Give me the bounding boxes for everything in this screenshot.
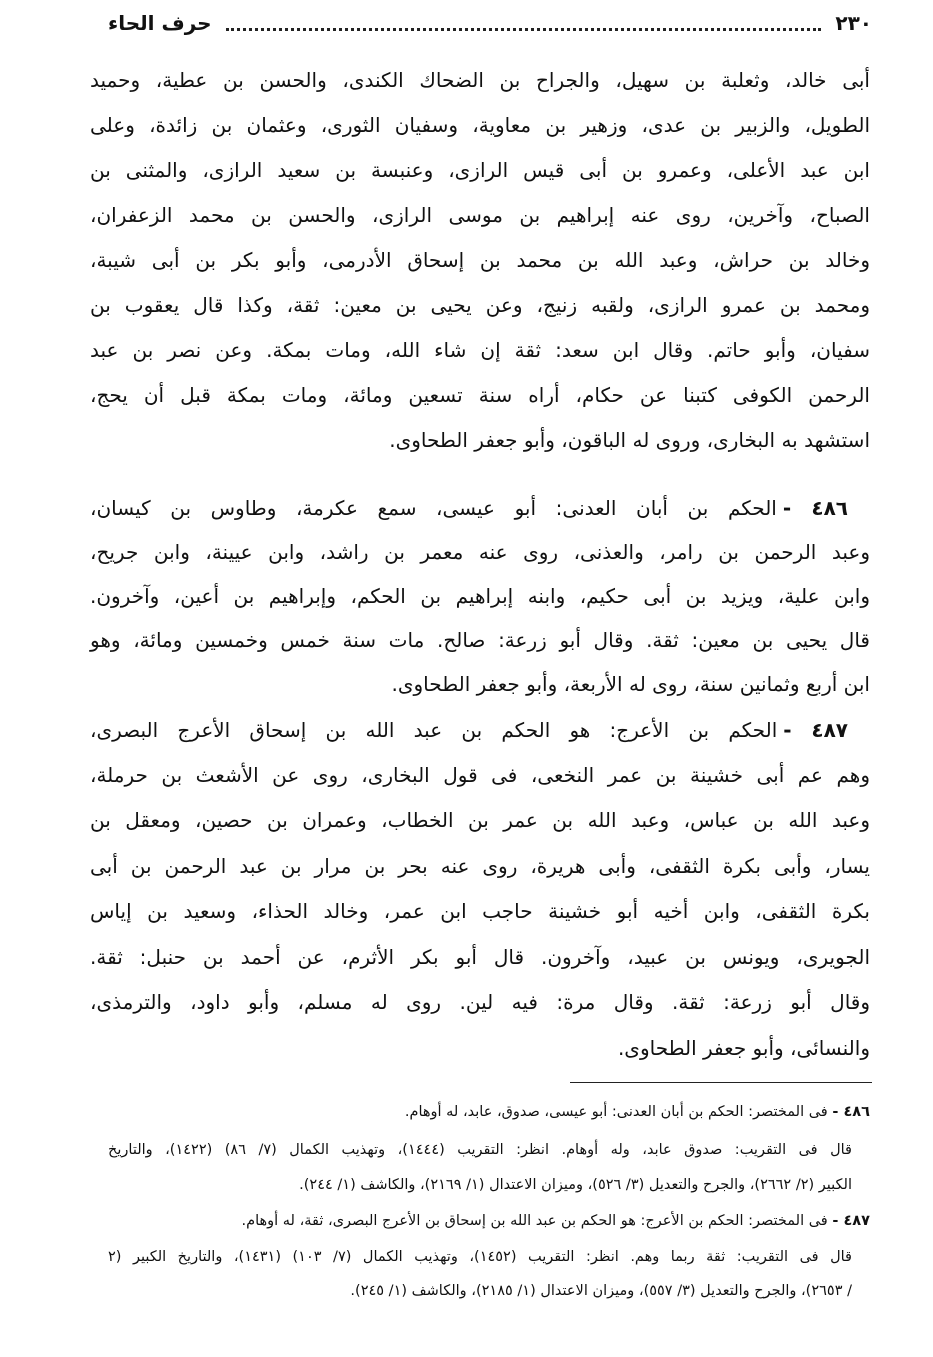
entry-number: ٤٨٦ - <box>782 496 848 520</box>
text-line: الحكم بن الأعرج: هو الحكم بن عبد الله بن إسحاق الأعرج البصرى، <box>90 718 778 742</box>
text-line: والنسائى، وأبو جعفر الطحاوى. <box>617 1036 870 1060</box>
text-line: وخالد بن حراش، وعبد الله بن محمد بن إسحاق الأدرمى، وأبو بكر بن أبى شيبة، <box>90 248 870 272</box>
text-line: الصباح، وآخرين، روى عنه إبراهيم بن موسى الرازى، والحسن بن محمد الزعفران، <box>90 203 870 227</box>
text-line: يسار، وأبى بكرة الثقفى، وأبى هريرة، روى عنه بحر بن مرار بن عبد الرحمن بن أبى <box>90 854 870 878</box>
footnote-line: قال فى التقريب: صدوق عابد، وله أوهام. انظر: التقريب (١٤٤٤)، وتهذيب الكمال (٧/ ٨٦) (١٤٢٢)، والتاريخ <box>108 1142 852 1158</box>
page-number: ٢٣٠ <box>835 11 872 35</box>
footnote-number: ٤٨٧ - <box>832 1213 870 1229</box>
running-header <box>108 8 872 38</box>
footnote-text: فى المختصر: الحكم بن أبان العدنى: أبو عيسى، صدوق، عابد، له أوهام. <box>404 1104 828 1120</box>
text-line: ومحمد بن عمرو الرازى، ولقبه زنيج، وعن يحيى بن معين: ثقة، وكذا قال يعقوب بن <box>90 293 870 317</box>
dotted-leader <box>226 28 822 31</box>
text-line: وهم عم أبى خشينة بن عمر النخعى، فى قول البخارى، روى عن الأشعث بن حرملة، <box>90 763 870 787</box>
footnote-line <box>108 1206 870 1236</box>
text-line: أبى خالد، وثعلبة بن سهيل، والجراح بن الضحاك الكندى، والحسن بن عطية، وحميد <box>90 68 870 92</box>
entry-first-line <box>90 708 870 752</box>
text-line: وقال أبو زرعة: ثقة. وقال مرة: فيه لين. روى له مسلم، وأبو داود، والترمذى، <box>90 990 870 1014</box>
entry-number: ٤٨٧ - <box>783 718 848 742</box>
text-line: الطويل، والزبير بن عدى، وزهير بن معاوية، وسفيان الثورى، وعثمان بن زائدة، وعلى <box>90 113 870 137</box>
text-line: وعبد الله بن عباس، وعبد الله بن عمر بن الخطاب، وعمران بن حصين، ومعقل بن <box>90 808 870 832</box>
footnote-line: الكبير (٢/ ٢٦٦٢)، والجرح والتعديل (٣/ ٥٢٦)، وميزان الاعتدال (١/ ٢١٦٩)، والكاشف (١/ ٢٤٤). <box>299 1177 852 1193</box>
footnote-line: / ٢٦٥٣)، والجرح والتعديل (٣/ ٥٥٧)، وميزان الاعتدال (١/ ٢١٨٥)، والكاشف (١/ ٢٤٥). <box>350 1283 852 1299</box>
footnote-separator <box>570 1082 872 1083</box>
text-line: وابن علية، ويزيد بن أبى حكيم، وابنه إبراهيم بن الحكم، وإبراهيم بن أعين، وآخرون. <box>90 584 870 608</box>
text-line: استشهد به البخارى، وروى له الباقون، وأبو جعفر الطحاوى. <box>389 428 870 452</box>
text-line: سفيان، وأبو حاتم. وقال ابن سعد: ثقة إن شاء الله، ومات بمكة. وعن نصر بن عبد <box>90 338 870 362</box>
chapter-title: حرف الحاء <box>108 11 212 35</box>
text-line: الرحمن الكوفى كتبنا عن حكام، أراه سنة تسعين ومائة، ومات بمكة قبل أن يحج، <box>90 383 870 407</box>
footnote-number: ٤٨٦ - <box>832 1104 870 1120</box>
text-line: ابن عبد الأعلى، وعمرو بن أبى قيس الرازى، وعنبسة بن سعيد الرازى، والمثنى بن <box>90 158 870 182</box>
footnote-text: فى المختصر: الحكم بن الأعرج: هو الحكم بن عبد الله بن إسحاق بن الأعرج البصرى، ثقة، له أوهام. <box>241 1213 828 1229</box>
text-line: الحكم بن أبان العدنى: أبو عيسى، سمع عكرمة، وطاوس بن كيسان، <box>90 496 777 520</box>
entry-first-line <box>90 486 870 530</box>
footnote-line: قال فى التقريب: ثقة ربما وهم. انظر: التقريب (١٤٥٢)، وتهذيب الكمال (٧/ ١٠٣) (١٤٣١)، والتاريخ الكبير (٢ <box>108 1249 852 1265</box>
text-line: ابن أربع وثمانين سنة، روى له الأربعة، وأبو جعفر الطحاوى. <box>391 672 870 696</box>
text-line: وعبد الرحمن بن رامر، والعذنى، روى عنه معمر بن راشد، وابن عيينة، وابن جريح، <box>90 540 870 564</box>
text-line: قال يحيى بن معين: ثقة. وقال أبو زرعة: صالح. مات سنة خمس وخمسين ومائة، وهو <box>90 628 870 652</box>
text-line: بكرة الثقفى، وابن أخيه أبو خشينة حاجب ابن عمر، وخالد الحذاء، وسعيد بن إياس <box>90 899 870 923</box>
text-line: الجويرى، ويونس بن عبيد، وآخرون. قال أبو بكر الأثرم، عن أحمد بن حنبل: ثقة. <box>90 945 870 969</box>
footnote-line <box>108 1097 870 1127</box>
